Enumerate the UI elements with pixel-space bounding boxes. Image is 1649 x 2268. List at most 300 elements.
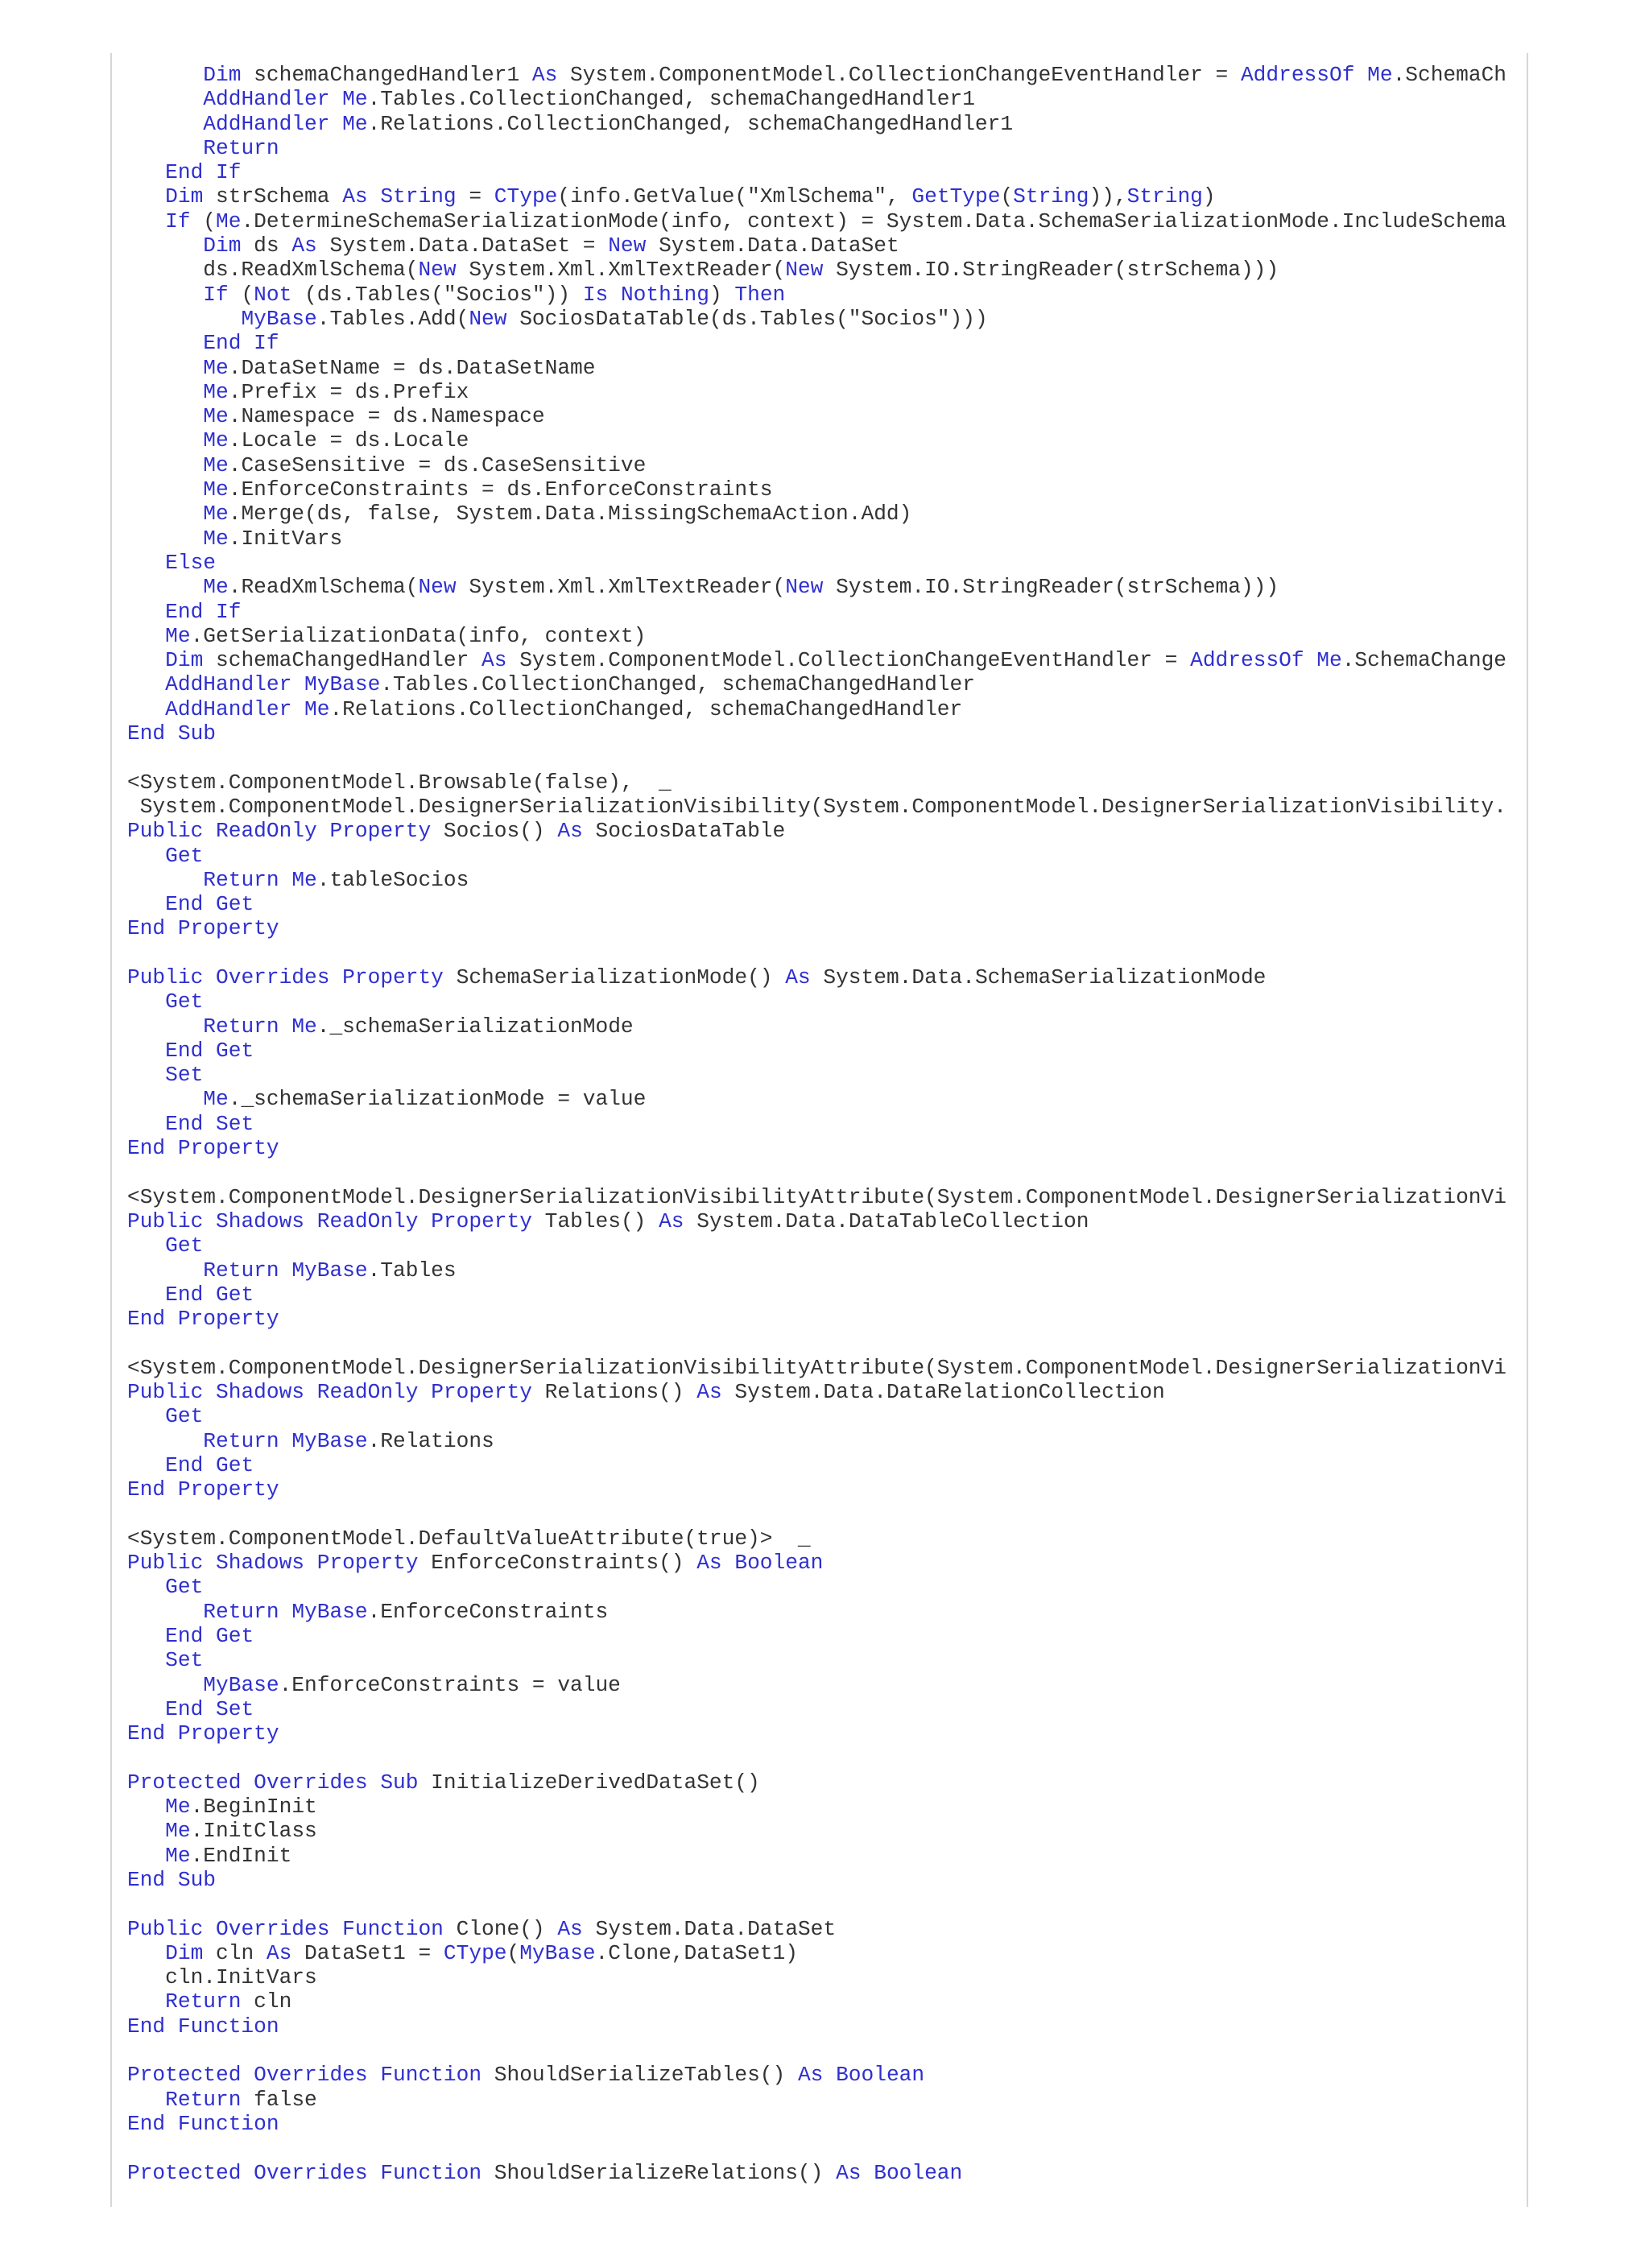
- code-keyword: New: [418, 258, 457, 283]
- code-line: [127, 1526, 1631, 1551]
- code-text: ._schemaSerializationMode = value: [228, 1087, 647, 1112]
- code-text: [203, 965, 216, 989]
- code-text: ,: [886, 184, 912, 209]
- code-text: [279, 1600, 292, 1624]
- code-text: [127, 844, 165, 868]
- code-keyword: MyBase: [241, 306, 317, 331]
- code-text: [127, 477, 203, 502]
- code-text: System.ComponentModel.CollectionChangeEventHandler =: [557, 63, 1241, 87]
- code-line: [127, 795, 1631, 819]
- code-line: [127, 575, 1631, 599]
- code-keyword: String: [380, 184, 457, 209]
- code-text: [127, 136, 203, 160]
- code-text: [823, 2063, 836, 2087]
- code-text: System.Data.DataTableCollection: [684, 1208, 1089, 1233]
- code-text: Clone(): [443, 1916, 558, 1941]
- code-text: [127, 184, 165, 209]
- code-keyword: Me: [203, 502, 229, 527]
- code-keyword: Me: [203, 1087, 229, 1112]
- code-text: [329, 87, 342, 111]
- code-text: [127, 892, 165, 916]
- code-keyword: Public: [127, 1551, 204, 1576]
- code-text: (info.GetValue(: [557, 184, 748, 209]
- code-text: [127, 63, 203, 87]
- code-keyword: AddHandler: [203, 87, 330, 112]
- code-text: [127, 672, 165, 696]
- code-text: strSchema: [203, 184, 343, 209]
- code-line: [127, 1307, 1631, 1331]
- code-keyword: End Set: [165, 1111, 254, 1136]
- code-text: [127, 112, 203, 136]
- code-keyword: Overrides: [254, 2160, 368, 2185]
- code-text: .InitClass: [190, 1819, 317, 1844]
- code-keyword: AddressOf: [1240, 63, 1355, 87]
- code-keyword: Protected: [127, 2160, 242, 2185]
- code-line: [127, 184, 1631, 209]
- code-text: [127, 1283, 165, 1307]
- code-text: [127, 1014, 203, 1039]
- code-keyword: End Get: [165, 1282, 254, 1307]
- code-line: [127, 868, 1631, 892]
- code-keyword: Me: [291, 867, 317, 892]
- code-text: [127, 1575, 165, 1599]
- code-line: [127, 63, 1631, 87]
- code-text: .tableSocios: [316, 867, 469, 892]
- code-text: SociosDataTable: [582, 819, 786, 844]
- code-line: [127, 160, 1631, 184]
- code-keyword: Me: [203, 575, 229, 600]
- code-keyword: New: [785, 575, 824, 600]
- code-keyword: Me: [203, 428, 229, 453]
- code-text: [304, 1209, 317, 1233]
- code-line: [127, 1721, 1631, 1745]
- code-keyword: MyBase: [291, 1428, 368, 1453]
- code-keyword: End Get: [165, 1452, 254, 1477]
- code-keyword: Return: [165, 2087, 242, 2112]
- code-line: [127, 112, 1631, 136]
- code-keyword: Me: [291, 1014, 317, 1039]
- code-line: [127, 2136, 1631, 2160]
- code-text: [279, 1429, 292, 1453]
- code-text: [368, 2063, 381, 2087]
- code-text: [1304, 648, 1317, 672]
- code-keyword: Protected: [127, 2063, 242, 2088]
- code-line: [127, 209, 1631, 233]
- code-keyword: String: [1013, 184, 1089, 209]
- code-text: [127, 1819, 165, 1843]
- code-line: [127, 1648, 1631, 1672]
- code-line: [127, 1429, 1631, 1453]
- code-text: .Relations.CollectionChanged, schemaChangedHandler1: [367, 111, 1014, 136]
- code-text: .EnforceConstraints = ds.EnforceConstraints: [228, 477, 773, 502]
- code-text: .Merge(ds, false, System.Data.MissingSchemaAction.Add): [228, 502, 912, 527]
- code-text: .EnforceConstraints: [367, 1599, 609, 1624]
- code-text: DataSet1 =: [291, 1940, 444, 1965]
- code-line: [127, 258, 1631, 282]
- code-text: System.Xml.XmlTextReader(: [456, 258, 786, 283]
- code-text: [203, 1551, 216, 1575]
- code-keyword: New: [469, 306, 507, 331]
- code-line: [127, 1965, 1631, 1989]
- code-keyword: Property: [431, 1380, 532, 1405]
- code-text: cln: [203, 1940, 267, 1965]
- code-text: [127, 1063, 165, 1087]
- code-text: cln.InitVars: [127, 1965, 317, 1990]
- code-text: <System.ComponentModel.DefaultValueAttribute(true)> _: [127, 1526, 811, 1551]
- code-line: [127, 1917, 1631, 1941]
- code-line: [127, 1892, 1631, 1916]
- code-line: [127, 1087, 1631, 1111]
- code-line: [127, 1063, 1631, 1087]
- code-text: [127, 624, 165, 648]
- code-text: Tables(): [531, 1208, 659, 1233]
- code-text: [127, 1112, 165, 1136]
- code-text: [862, 2161, 874, 2185]
- code-text: .DataSetName = ds.DataSetName: [228, 355, 596, 380]
- code-text: System.IO.StringReader(strSchema))): [823, 258, 1279, 283]
- code-line: [127, 1331, 1631, 1355]
- code-text: [127, 527, 203, 551]
- code-line: [127, 453, 1631, 477]
- code-keyword: As: [291, 233, 317, 258]
- code-keyword: MyBase: [304, 672, 381, 697]
- code-text: .Tables: [367, 1258, 457, 1283]
- code-text: )),: [1089, 184, 1127, 209]
- code-keyword: Overrides: [216, 965, 330, 989]
- code-line: [127, 551, 1631, 575]
- code-keyword: Get: [165, 1575, 204, 1600]
- code-text: false: [241, 2087, 317, 2112]
- code-line: [127, 1795, 1631, 1819]
- code-keyword: Property: [342, 965, 444, 989]
- code-text: .BeginInit: [190, 1795, 317, 1820]
- code-text: [418, 1209, 431, 1233]
- code-line: [127, 1185, 1631, 1209]
- code-line: [127, 721, 1631, 746]
- code-text: .Tables.CollectionChanged, schemaChangedHandler1: [367, 87, 975, 112]
- code-keyword: MyBase: [519, 1940, 596, 1965]
- code-line: [127, 307, 1631, 331]
- code-text: [304, 1380, 317, 1404]
- code-text: .SchemaCh: [1392, 63, 1506, 87]
- code-text: [304, 1551, 317, 1575]
- code-keyword: End If: [203, 331, 279, 356]
- code-text: System.IO.StringReader(strSchema))): [823, 575, 1279, 600]
- code-text: .InitVars: [228, 526, 343, 551]
- code-keyword: Overrides: [216, 1916, 330, 1941]
- code-text: [127, 502, 203, 526]
- code-line: [127, 2161, 1631, 2185]
- code-line: [127, 624, 1631, 648]
- code-text: )): [544, 282, 583, 307]
- code-text: .DetermineSchemaSerializationMode(info, context) = System.Data.SchemaSerializationMode.IncludeSchema: [241, 209, 1506, 233]
- code-line: [127, 1453, 1631, 1477]
- code-line: [127, 2088, 1631, 2112]
- code-text: [127, 307, 241, 331]
- code-text: [127, 1697, 165, 1721]
- code-keyword: New: [785, 258, 824, 283]
- code-text: [127, 989, 165, 1014]
- code-text: Socios(): [431, 819, 558, 844]
- code-keyword: AddHandler: [203, 111, 330, 136]
- code-keyword: Public: [127, 1380, 204, 1405]
- code-line: [127, 1551, 1631, 1575]
- code-text: [127, 551, 165, 575]
- code-text: [203, 1209, 216, 1233]
- code-text: [127, 380, 203, 404]
- code-keyword: As: [659, 1208, 684, 1233]
- code-text: [279, 1258, 292, 1283]
- code-keyword: Set: [165, 1648, 204, 1673]
- code-text: (ds.Tables(: [291, 282, 444, 307]
- code-line: [127, 1160, 1631, 1184]
- code-keyword: Protected: [127, 1770, 242, 1795]
- code-keyword: End Property: [127, 1477, 279, 1502]
- code-text: [127, 1600, 203, 1624]
- code-keyword: Property: [316, 1551, 419, 1576]
- code-line: [127, 380, 1631, 404]
- code-line: [127, 819, 1631, 843]
- code-text: [329, 965, 342, 989]
- code-text: <System.ComponentModel.Browsable(false), _: [127, 770, 672, 795]
- code-keyword: Return: [203, 1014, 279, 1039]
- code-keyword: Not: [254, 282, 292, 307]
- code-line: [127, 600, 1631, 624]
- code-keyword: If: [165, 209, 191, 233]
- code-text: ds.ReadXmlSchema(: [127, 258, 419, 283]
- code-keyword: Dim: [165, 184, 204, 209]
- code-keyword: Is Nothing: [582, 282, 709, 307]
- code-keyword: Public: [127, 1208, 204, 1233]
- code-keyword: Then: [734, 282, 786, 307]
- code-line: [127, 1624, 1631, 1648]
- code-text: .Prefix = ds.Prefix: [228, 379, 469, 404]
- code-keyword: Property: [329, 819, 432, 844]
- code-text: Relations(): [531, 1380, 697, 1405]
- code-text: [279, 868, 292, 892]
- code-text: [127, 283, 203, 307]
- code-keyword: If: [203, 282, 229, 307]
- code-keyword: End Get: [165, 1624, 254, 1648]
- code-text: [127, 209, 165, 233]
- code-keyword: Me: [304, 696, 330, 721]
- code-keyword: Return: [203, 1428, 279, 1453]
- code-line: [127, 1014, 1631, 1039]
- code-text: ): [1202, 184, 1216, 209]
- code-text: [127, 868, 203, 892]
- code-keyword: As: [785, 965, 811, 989]
- code-line: [127, 527, 1631, 551]
- code-line: [127, 1404, 1631, 1428]
- code-text: .GetSerializationData(info, context): [190, 623, 647, 648]
- code-line: [127, 1819, 1631, 1843]
- code-line: [127, 892, 1631, 916]
- code-text: .Locale = ds.Locale: [228, 428, 469, 453]
- code-text: ds: [241, 233, 292, 258]
- code-keyword: Sub: [380, 1770, 419, 1795]
- code-keyword: Me: [203, 404, 229, 429]
- code-keyword: Function: [380, 2063, 482, 2088]
- code-line: [127, 1209, 1631, 1233]
- code-text: schemaChangedHandler: [203, 648, 482, 673]
- code-keyword: AddHandler: [165, 672, 292, 697]
- code-line: [127, 672, 1631, 696]
- code-text: [127, 1429, 203, 1453]
- code-text: [127, 1233, 165, 1258]
- code-keyword: Me: [1367, 63, 1393, 87]
- code-line: [127, 233, 1631, 258]
- code-line: [127, 989, 1631, 1014]
- code-text: [127, 453, 203, 477]
- code-line: [127, 1941, 1631, 1965]
- code-text: (: [506, 1940, 520, 1965]
- code-line: [127, 356, 1631, 380]
- code-text: [127, 1624, 165, 1648]
- code-text: [1354, 63, 1367, 87]
- code-text: (: [228, 282, 254, 307]
- code-keyword: As: [696, 1551, 722, 1576]
- code-text: System.Data.DataSet =: [316, 233, 609, 258]
- code-keyword: ReadOnly: [216, 819, 317, 844]
- code-text: [127, 1989, 165, 2014]
- code-line: [127, 746, 1631, 770]
- code-text: [127, 2088, 165, 2112]
- code-text: [127, 1087, 203, 1111]
- code-text: schemaChangedHandler1: [241, 63, 532, 87]
- code-line: [127, 2063, 1631, 2087]
- code-keyword: As: [797, 2063, 824, 2088]
- code-text: EnforceConstraints(): [418, 1551, 697, 1576]
- code-text: SchemaSerializationMode(): [443, 965, 786, 989]
- code-keyword: MyBase: [203, 1672, 279, 1697]
- code-keyword: CType: [494, 184, 558, 209]
- code-text: [127, 1673, 203, 1697]
- code-line: [127, 1745, 1631, 1770]
- code-line: [127, 2112, 1631, 2136]
- code-line: [127, 1697, 1631, 1721]
- code-text: [203, 1380, 216, 1404]
- code-line: [127, 1258, 1631, 1283]
- code-listing: [127, 63, 1631, 2196]
- code-text: [127, 428, 203, 452]
- code-text: .Relations.CollectionChanged, schemaChangedHandler: [329, 696, 963, 721]
- code-text: .EndInit: [190, 1843, 292, 1868]
- code-keyword: Boolean: [734, 1551, 824, 1576]
- code-text: [127, 1844, 165, 1868]
- code-keyword: Dim: [203, 233, 242, 258]
- code-keyword: ReadOnly: [316, 1208, 419, 1233]
- code-text: [329, 1917, 342, 1941]
- code-keyword: Set: [165, 1063, 204, 1088]
- code-keyword: Me: [1316, 648, 1342, 673]
- code-line: [127, 1112, 1631, 1136]
- code-keyword: Boolean: [836, 2063, 925, 2088]
- code-line: [127, 331, 1631, 355]
- code-text: [418, 1380, 431, 1404]
- code-keyword: Me: [342, 87, 368, 112]
- code-keyword: End Sub: [127, 721, 217, 746]
- code-keyword: Me: [203, 477, 229, 502]
- code-text: [317, 819, 330, 843]
- code-text: [241, 1770, 254, 1795]
- code-keyword: Me: [165, 623, 191, 648]
- code-text: [127, 575, 203, 599]
- code-keyword: As: [836, 2160, 862, 2185]
- code-text: .Tables.Add(: [316, 306, 469, 331]
- code-keyword: End Function: [127, 2111, 279, 2136]
- code-keyword: MyBase: [291, 1599, 368, 1624]
- code-keyword: Dim: [203, 63, 242, 87]
- code-line: [127, 1380, 1631, 1404]
- code-line: [127, 648, 1631, 672]
- code-text: <System.ComponentModel.DesignerSerializationVisibilityAttribute(System.ComponentModel.DesignerSerializationVi: [127, 1355, 1506, 1380]
- code-keyword: Overrides: [254, 1770, 368, 1795]
- left-margin-rule: [110, 53, 112, 2207]
- code-text: [241, 2063, 254, 2087]
- code-text: [127, 1453, 165, 1477]
- code-keyword: End Property: [127, 916, 279, 941]
- code-text: [127, 233, 203, 258]
- code-text: InitializeDerivedDataSet(): [418, 1770, 760, 1795]
- code-text: .ReadXmlSchema(: [228, 575, 419, 600]
- code-keyword: End Sub: [127, 1867, 217, 1892]
- code-text: <System.ComponentModel.DesignerSerializationVisibilityAttribute(System.ComponentModel.DesignerSerializationVi: [127, 1184, 1506, 1209]
- code-line: [127, 965, 1631, 989]
- code-text: System.ComponentModel.CollectionChangeEventHandler =: [506, 648, 1191, 673]
- code-text: [291, 672, 304, 696]
- code-keyword: ReadOnly: [316, 1380, 419, 1405]
- code-text: [329, 112, 342, 136]
- code-text: [291, 697, 304, 721]
- code-text: System.Data.SchemaSerializationMode: [810, 965, 1267, 989]
- code-keyword: New: [608, 233, 647, 258]
- code-text: .Namespace = ds.Namespace: [228, 404, 545, 429]
- code-keyword: Return: [203, 867, 279, 892]
- code-text: [127, 87, 203, 111]
- code-keyword: Public: [127, 819, 204, 844]
- code-line: [127, 2014, 1631, 2039]
- code-text: =: [456, 184, 494, 209]
- code-keyword: Return: [203, 1258, 279, 1283]
- code-text: .CaseSensitive = ds.CaseSensitive: [228, 452, 647, 477]
- code-keyword: As: [696, 1380, 722, 1405]
- code-keyword: End Set: [165, 1696, 254, 1721]
- code-text: [127, 1039, 165, 1063]
- code-keyword: Get: [165, 843, 204, 868]
- code-text: .Relations: [367, 1428, 494, 1453]
- code-line: [127, 770, 1631, 795]
- code-text: .Tables.CollectionChanged, schemaChangedHandler: [380, 672, 975, 697]
- code-text: cln: [241, 1989, 292, 2014]
- code-line: [127, 477, 1631, 502]
- code-line: [127, 916, 1631, 940]
- code-text: (: [190, 209, 217, 233]
- code-keyword: Me: [165, 1843, 191, 1868]
- code-text: [241, 2161, 254, 2185]
- code-keyword: Me: [342, 111, 368, 136]
- code-keyword: End Property: [127, 1136, 279, 1161]
- code-keyword: Else: [165, 550, 217, 575]
- code-text: ShouldSerializeTables(): [481, 2063, 798, 2088]
- code-keyword: Overrides: [254, 2063, 368, 2088]
- code-keyword: MyBase: [291, 1258, 368, 1283]
- code-keyword: As: [481, 648, 507, 673]
- code-text: [368, 1770, 381, 1795]
- code-line: [127, 697, 1631, 721]
- code-line: [127, 1575, 1631, 1599]
- code-text: (: [1000, 184, 1014, 209]
- code-keyword: End Function: [127, 2014, 279, 2039]
